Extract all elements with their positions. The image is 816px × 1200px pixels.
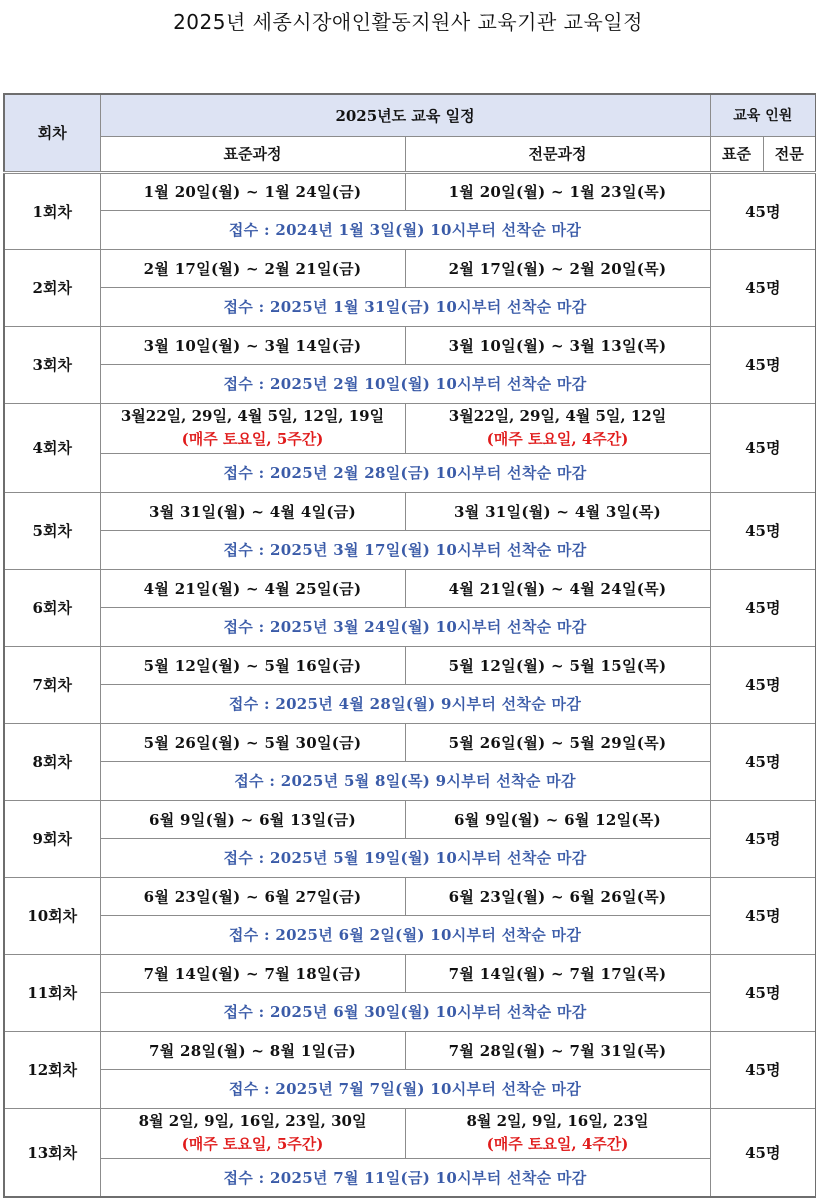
reception-row [4, 1069, 816, 1108]
standard-dates: 3월 31일(월) ~ 4월 4일(금) [149, 502, 356, 521]
reception-cell: 접수 : 2025년 3월 24일(월) 10시부터 선착순 마감 [100, 607, 710, 646]
reception-row [4, 530, 816, 569]
expert-dates-cell [405, 1108, 710, 1158]
standard-dates: 5월 26일(월) ~ 5월 30일(금) [143, 733, 362, 752]
schedule-row [4, 800, 816, 838]
reception-row [4, 992, 816, 1031]
expert-dates: 6월 9일(월) ~ 6월 12일(목) [454, 810, 661, 829]
expert-dates-note: (매주 토요일, 4주간) [486, 430, 629, 448]
standard-dates-cell [100, 249, 405, 287]
expert-dates: 7월 14일(월) ~ 7월 17일(목) [448, 964, 667, 983]
expert-dates-cell [405, 403, 710, 453]
schedule-row [4, 723, 816, 761]
reception-cell: 접수 : 2025년 2월 28일(금) 10시부터 선착순 마감 [100, 453, 710, 492]
capacity-cell: 45명 [710, 877, 816, 954]
capacity-header: 교육 인원 [710, 94, 816, 136]
capacity-cell: 45명 [710, 800, 816, 877]
schedule-row [4, 249, 816, 287]
reception-cell: 접수 : 2024년 1월 3일(월) 10시부터 선착순 마감 [100, 210, 710, 249]
standard-dates-cell [100, 954, 405, 992]
expert-dates: 5월 26일(월) ~ 5월 29일(목) [448, 733, 667, 752]
capacity-cell: 45명 [710, 326, 816, 403]
expert-dates: 1월 20일(월) ~ 1월 23일(목) [448, 183, 667, 201]
schedule-row [4, 326, 816, 364]
capacity-cell: 45명 [710, 403, 816, 492]
reception-cell: 접수 : 2025년 5월 8일(목) 9시부터 선착순 마감 [100, 761, 710, 800]
expert-dates-cell [405, 492, 710, 530]
reception-cell: 접수 : 2025년 6월 2일(월) 10시부터 선착순 마감 [100, 915, 710, 954]
capacity-cell: 45명 [710, 569, 816, 646]
reception-cell: 접수 : 2025년 4월 28일(월) 9시부터 선착순 마감 [100, 684, 710, 723]
reception-row [4, 1158, 816, 1197]
expert-dates: 3월 10일(월) ~ 3월 13일(목) [448, 336, 667, 355]
schedule-header: 2025년도 교육 일정 [100, 94, 710, 136]
standard-dates: 8월 2일, 9일, 16일, 23일, 30일 [138, 1112, 367, 1130]
standard-dates: 5월 12일(월) ~ 5월 16일(금) [143, 656, 362, 675]
schedule-row [4, 569, 816, 607]
standard-dates: 6월 9일(월) ~ 6월 13일(금) [149, 810, 356, 829]
reception-cell: 접수 : 2025년 6월 30일(월) 10시부터 선착순 마감 [100, 992, 710, 1031]
round-cell: 8회차 [4, 723, 100, 800]
page-title: 2025년 세종시장애인활동지원사 교육기관 교육일정 [173, 10, 643, 34]
capacity-cell: 45명 [710, 492, 816, 569]
round-cell: 6회차 [4, 569, 100, 646]
round-header: 회차 [4, 94, 100, 172]
standard-dates-cell [100, 800, 405, 838]
expert-dates-cell [405, 877, 710, 915]
round-cell: 10회차 [4, 877, 100, 954]
round-cell: 11회차 [4, 954, 100, 1031]
schedule-row [4, 1108, 816, 1158]
schedule-row [4, 492, 816, 530]
expert-dates-cell [405, 954, 710, 992]
round-cell: 7회차 [4, 646, 100, 723]
standard-dates: 6월 23일(월) ~ 6월 27일(금) [143, 887, 362, 906]
expert-dates-cell [405, 646, 710, 684]
schedule-row [4, 1031, 816, 1069]
standard-dates-cell [100, 723, 405, 761]
standard-dates-cell [100, 569, 405, 607]
round-cell: 13회차 [4, 1108, 100, 1197]
reception-cell: 접수 : 2025년 3월 17일(월) 10시부터 선착순 마감 [100, 530, 710, 569]
round-cell: 9회차 [4, 800, 100, 877]
standard-dates-cell [100, 403, 405, 453]
expert-dates-cell [405, 326, 710, 364]
reception-row [4, 287, 816, 326]
capacity-cell: 45명 [710, 249, 816, 326]
reception-cell: 접수 : 2025년 5월 19일(월) 10시부터 선착순 마감 [100, 838, 710, 877]
reception-row [4, 453, 816, 492]
reception-row [4, 684, 816, 723]
expert-dates-cell [405, 800, 710, 838]
schedule-table [3, 93, 816, 1198]
expert-dates-cell [405, 249, 710, 287]
reception-cell: 접수 : 2025년 2월 10일(월) 10시부터 선착순 마감 [100, 364, 710, 403]
expert-dates: 5월 12일(월) ~ 5월 15일(목) [448, 656, 667, 675]
expert-short-header: 전문 [763, 136, 816, 172]
round-cell: 3회차 [4, 326, 100, 403]
standard-dates-cell [100, 1031, 405, 1069]
schedule-body [4, 172, 816, 1197]
expert-dates-cell [405, 569, 710, 607]
expert-dates-cell [405, 1031, 710, 1069]
expert-dates: 7월 28일(월) ~ 7월 31일(목) [448, 1041, 667, 1060]
schedule-row [4, 954, 816, 992]
round-cell: 5회차 [4, 492, 100, 569]
reception-row [4, 364, 816, 403]
capacity-cell: 45명 [710, 646, 816, 723]
standard-dates: 3월22일, 29일, 4월 5일, 12일, 19일 [120, 407, 385, 425]
expert-dates: 3월22일, 29일, 4월 5일, 12일 [448, 407, 667, 425]
schedule-row [4, 646, 816, 684]
capacity-cell: 45명 [710, 723, 816, 800]
reception-row [4, 838, 816, 877]
schedule-row [4, 403, 816, 453]
schedule-row [4, 172, 816, 210]
standard-dates-cell [100, 492, 405, 530]
reception-cell: 접수 : 2025년 7월 11일(금) 10시부터 선착순 마감 [100, 1158, 710, 1197]
round-cell: 12회차 [4, 1031, 100, 1108]
expert-dates: 3월 31일(월) ~ 4월 3일(목) [454, 502, 661, 521]
capacity-cell: 45명 [710, 954, 816, 1031]
expert-dates: 4월 21일(월) ~ 4월 24일(목) [448, 579, 667, 598]
standard-dates-cell [100, 326, 405, 364]
expert-dates-cell [405, 723, 710, 761]
reception-cell: 접수 : 2025년 1월 31일(금) 10시부터 선착순 마감 [100, 287, 710, 326]
expert-dates: 2월 17일(월) ~ 2월 20일(목) [448, 259, 667, 278]
standard-course-header: 표준과정 [100, 136, 405, 172]
reception-cell: 접수 : 2025년 7월 7일(월) 10시부터 선착순 마감 [100, 1069, 710, 1108]
round-cell: 2회차 [4, 249, 100, 326]
expert-dates: 6월 23일(월) ~ 6월 26일(목) [448, 887, 667, 906]
standard-dates-note: (매주 토요일, 5주간) [181, 430, 324, 448]
expert-dates: 8월 2일, 9일, 16일, 23일 [466, 1112, 649, 1130]
standard-dates-cell [100, 877, 405, 915]
round-cell: 1회차 [4, 172, 100, 249]
expert-dates-cell [405, 172, 710, 210]
round-cell: 4회차 [4, 403, 100, 492]
standard-dates: 4월 21일(월) ~ 4월 25일(금) [143, 579, 362, 598]
reception-row [4, 607, 816, 646]
standard-dates: 7월 28일(월) ~ 8월 1일(금) [149, 1041, 356, 1060]
standard-dates-cell [100, 172, 405, 210]
standard-dates-cell [100, 646, 405, 684]
reception-row [4, 210, 816, 249]
expert-course-header: 전문과정 [405, 136, 710, 172]
standard-dates-note: (매주 토요일, 5주간) [181, 1135, 324, 1153]
standard-dates-cell [100, 1108, 405, 1158]
standard-dates: 7월 14일(월) ~ 7월 18일(금) [143, 964, 362, 983]
reception-row [4, 915, 816, 954]
capacity-cell: 45명 [710, 172, 816, 249]
standard-short-header: 표준 [710, 136, 763, 172]
standard-dates: 2월 17일(월) ~ 2월 21일(금) [143, 259, 362, 278]
expert-dates-note: (매주 토요일, 4주간) [486, 1135, 629, 1153]
capacity-cell: 45명 [710, 1031, 816, 1108]
capacity-cell: 45명 [710, 1108, 816, 1197]
standard-dates: 3월 10일(월) ~ 3월 14일(금) [143, 336, 362, 355]
standard-dates: 1월 20일(월) ~ 1월 24일(금) [143, 183, 362, 201]
schedule-row [4, 877, 816, 915]
reception-row [4, 761, 816, 800]
